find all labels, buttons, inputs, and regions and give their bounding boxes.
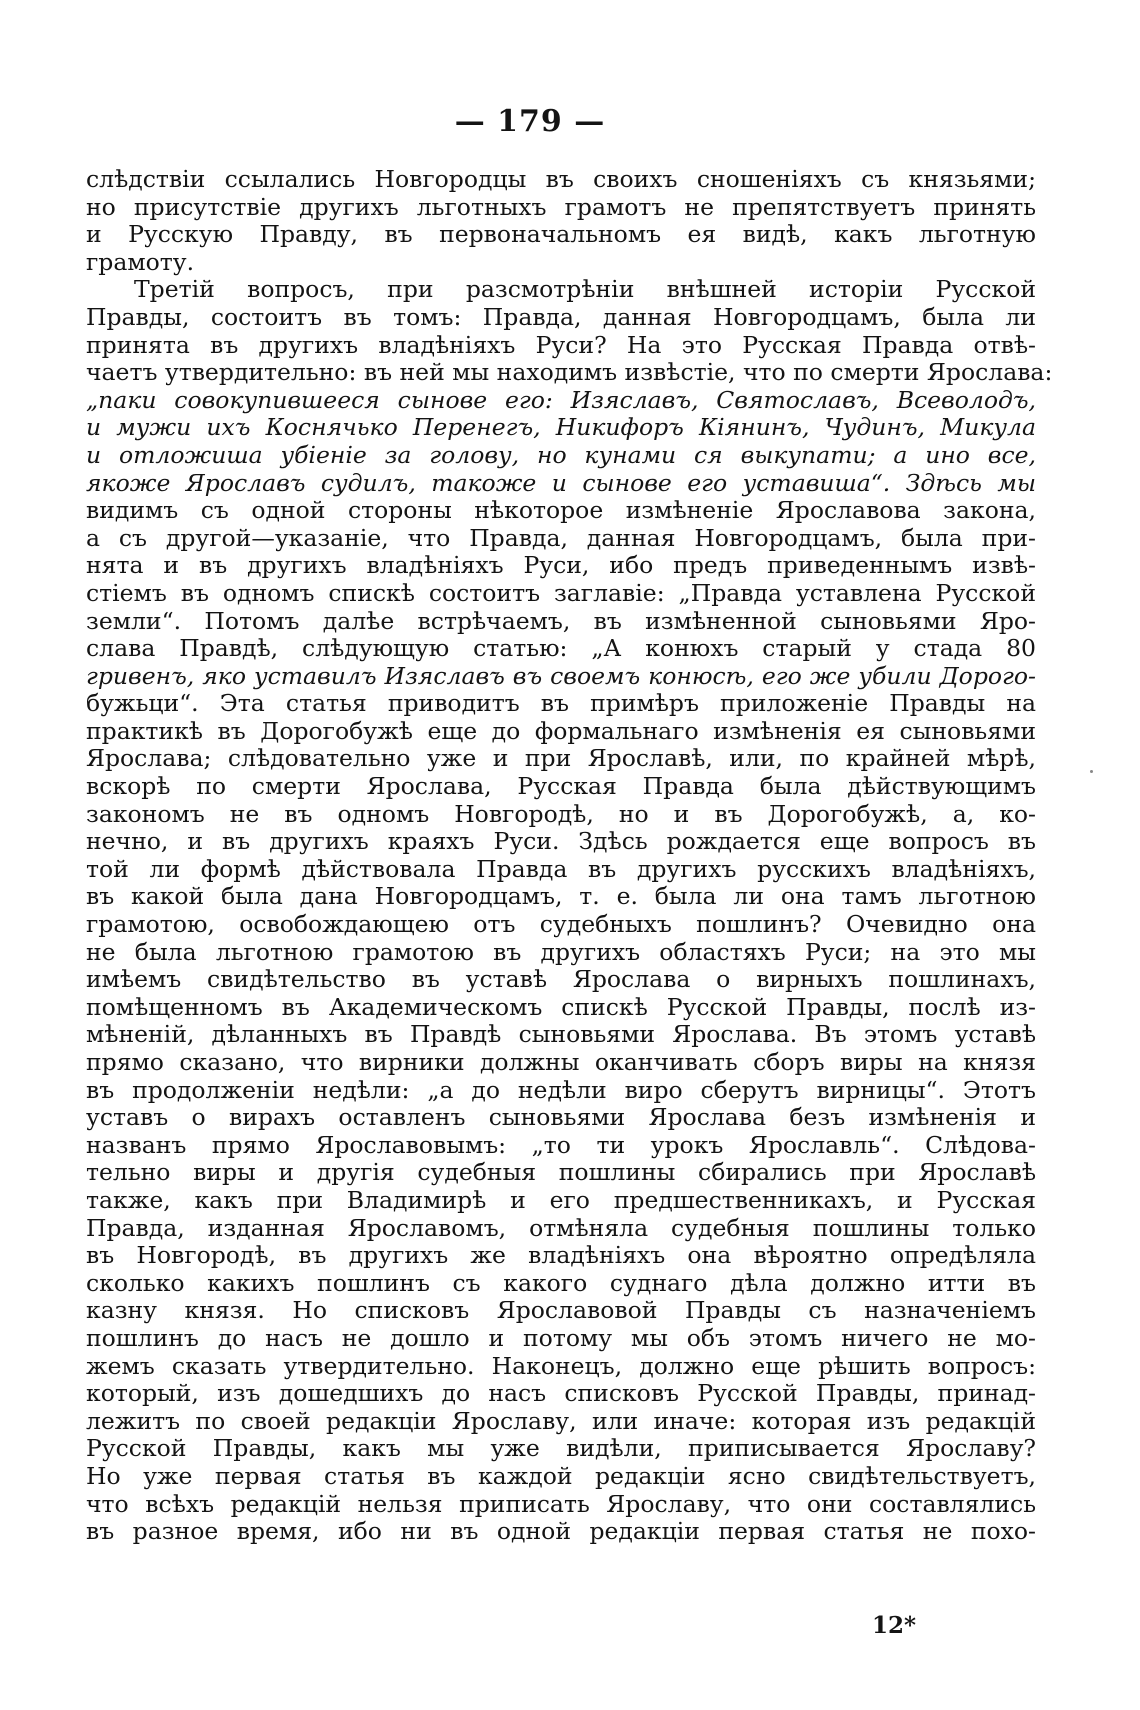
text-line: принята въ другихъ владѣніяхъ Руси? На это Русская Правда отвѣ-: [86, 330, 1036, 359]
text-line: грамоту.: [86, 247, 195, 276]
text-line: въ разное время, ибо ни въ одной редакціи первая статья не похо-: [86, 1517, 1036, 1546]
text-line: помѣщенномъ въ Академическомъ спискѣ Русской Правды, послѣ из-: [86, 992, 1036, 1021]
text-line: тельно виры и другія судебныя пошлины сбирались при Ярославѣ: [86, 1158, 1036, 1187]
text-line: жемъ сказать утвердительно. Наконецъ, должно еще рѣшить вопросъ:: [86, 1351, 1036, 1380]
text-line: названъ прямо Ярославовымъ: „то ти урокъ Ярославль“. Слѣдова-: [86, 1130, 1036, 1159]
text-line: въ какой была дана Новгородцамъ, т. е. была ли она тамъ льготною: [86, 882, 1036, 911]
text-line: слава Правдѣ, слѣдующую статью: „А конюхъ старый у стада 80: [86, 634, 1036, 663]
text-line: земли“. Потомъ далѣе встрѣчаемъ, въ измѣненной сыновьями Яро-: [86, 606, 1036, 635]
text-line: который, изъ дошедшихъ до насъ списковъ Русской Правды, принад-: [86, 1379, 1036, 1408]
text-line: бужьци“. Эта статья приводитъ въ примѣръ приложеніе Правды на: [86, 689, 1036, 718]
text-line: въ продолженіи недѣли: „а до недѣли виро сберутъ вирницы“. Этотъ: [86, 1075, 1036, 1104]
text-line: мѣненій, дѣланныхъ въ Правдѣ сыновьями Ярослава. Въ этомъ уставѣ: [86, 1020, 1036, 1049]
text-line: что всѣхъ редакцій нельзя приписать Ярославу, что они составлялись: [86, 1489, 1036, 1518]
text-line: Правда, изданная Ярославомъ, отмѣняла судебныя пошлины только: [86, 1213, 1036, 1242]
text-line: якоже Ярославъ судилъ, такоже и сынове его уставиша“. Здѣсь мы: [86, 468, 1036, 497]
text-line: Русской Правды, какъ мы уже видѣли, приписывается Ярославу?: [86, 1434, 1036, 1463]
text-line: сколько какихъ пошлинъ съ какого суднаго дѣла должно итти въ: [86, 1268, 1036, 1297]
text-line: закономъ не въ одномъ Новгородѣ, но и въ Дорогобужѣ, а, ко-: [86, 799, 1036, 828]
text-line: нечно, и въ другихъ краяхъ Руси. Здѣсь рождается еще вопросъ въ: [86, 827, 1036, 856]
text-line: видимъ съ одной стороны нѣкоторое измѣненіе Ярославова закона,: [86, 496, 1036, 525]
margin-speck: [1090, 770, 1093, 773]
text-line: и отложиша убіеніе за голову, но кунами ся выкупати; а ино все,: [86, 440, 1036, 469]
body-text: [86, 165, 1053, 1546]
text-line: не была льготною грамотою въ другихъ областяхъ Руси; на это мы: [86, 937, 1036, 966]
text-line: практикѣ въ Дорогобужѣ еще до формальнаго измѣненія ея сыновьями: [86, 716, 1036, 745]
text-line: также, какъ при Владимирѣ и его предшественникахъ, и Русская: [86, 1185, 1036, 1214]
text-line: а съ другой—указаніе, что Правда, данная Новгородцамъ, была при-: [86, 523, 1036, 552]
text-line: Ярослава; слѣдовательно уже и при Ярославѣ, или, по крайней мѣрѣ,: [86, 744, 1036, 773]
text-line: грамотою, освобождающею отъ судебныхъ пошлинъ? Очевидно она: [86, 910, 1036, 939]
page-number: — 179 —: [454, 104, 606, 139]
text-line: прямо сказано, что вирники должны оканчивать сборъ виры на князя: [86, 1048, 1036, 1076]
text-line: чаетъ утвердительно: въ ней мы находимъ извѣстіе, что по смерти Ярослава:: [86, 358, 1053, 387]
text-line: лежитъ по своей редакціи Ярославу, или иначе: которая изъ редакцій: [86, 1406, 1036, 1435]
text-line: вскорѣ по смерти Ярослава, Русская Правда была дѣйствующимъ: [86, 772, 1036, 801]
text-line: стіемъ въ одномъ спискѣ состоитъ заглавіе: „Правда уставлена Русской: [86, 578, 1036, 607]
text-line: Но уже первая статья въ каждой редакціи ясно свидѣтельствуетъ,: [86, 1461, 1036, 1490]
text-line: гривенъ, яко уставилъ Изяславъ въ своемъ конюсѣ, его же убили Дорого-: [86, 661, 1036, 690]
text-line: имѣемъ свидѣтельство въ уставѣ Ярослава о вирныхъ пошлинахъ,: [86, 965, 1036, 994]
text-line: слѣдствіи ссылались Новгородцы въ своихъ сношеніяхъ съ князьями;: [86, 165, 1036, 193]
text-line: Правды, состоитъ въ томъ: Правда, данная Новгородцамъ, была ли: [86, 302, 1036, 331]
text-line: и Русскую Правду, въ первоначальномъ ея видѣ, какъ льготную: [86, 220, 1036, 249]
signature-mark: 12*: [872, 1612, 917, 1639]
text-line: уставъ о вирахъ оставленъ сыновьями Ярослава безъ измѣненія и: [86, 1103, 1036, 1132]
text-line: той ли формѣ дѣйствовала Правда въ другихъ русскихъ владѣніяхъ,: [86, 854, 1036, 883]
text-line: казну князя. Но списковъ Ярославовой Правды съ назначеніемъ: [86, 1296, 1036, 1325]
text-line: и мужи ихъ Коснячько Перенегъ, Никифоръ Кіянинъ, Чудинъ, Микула: [86, 413, 1036, 442]
text-line: „паки совокупившееся сынове его: Изяславъ, Святославъ, Всеволодъ,: [86, 385, 1036, 414]
text-line: пошлинъ до насъ не дошло и потому мы объ этомъ ничего не мо-: [86, 1323, 1036, 1352]
text-line: но присутствіе другихъ льготныхъ грамотъ не препятствуетъ принять: [86, 192, 1036, 221]
text-line: нята и въ другихъ владѣніяхъ Руси, ибо предъ приведеннымъ извѣ-: [86, 551, 1036, 580]
text-line: Третій вопросъ, при разсмотрѣніи внѣшней исторіи Русской: [134, 275, 1036, 304]
text-line: въ Новгородѣ, въ другихъ же владѣніяхъ она вѣроятно опредѣляла: [86, 1241, 1036, 1270]
